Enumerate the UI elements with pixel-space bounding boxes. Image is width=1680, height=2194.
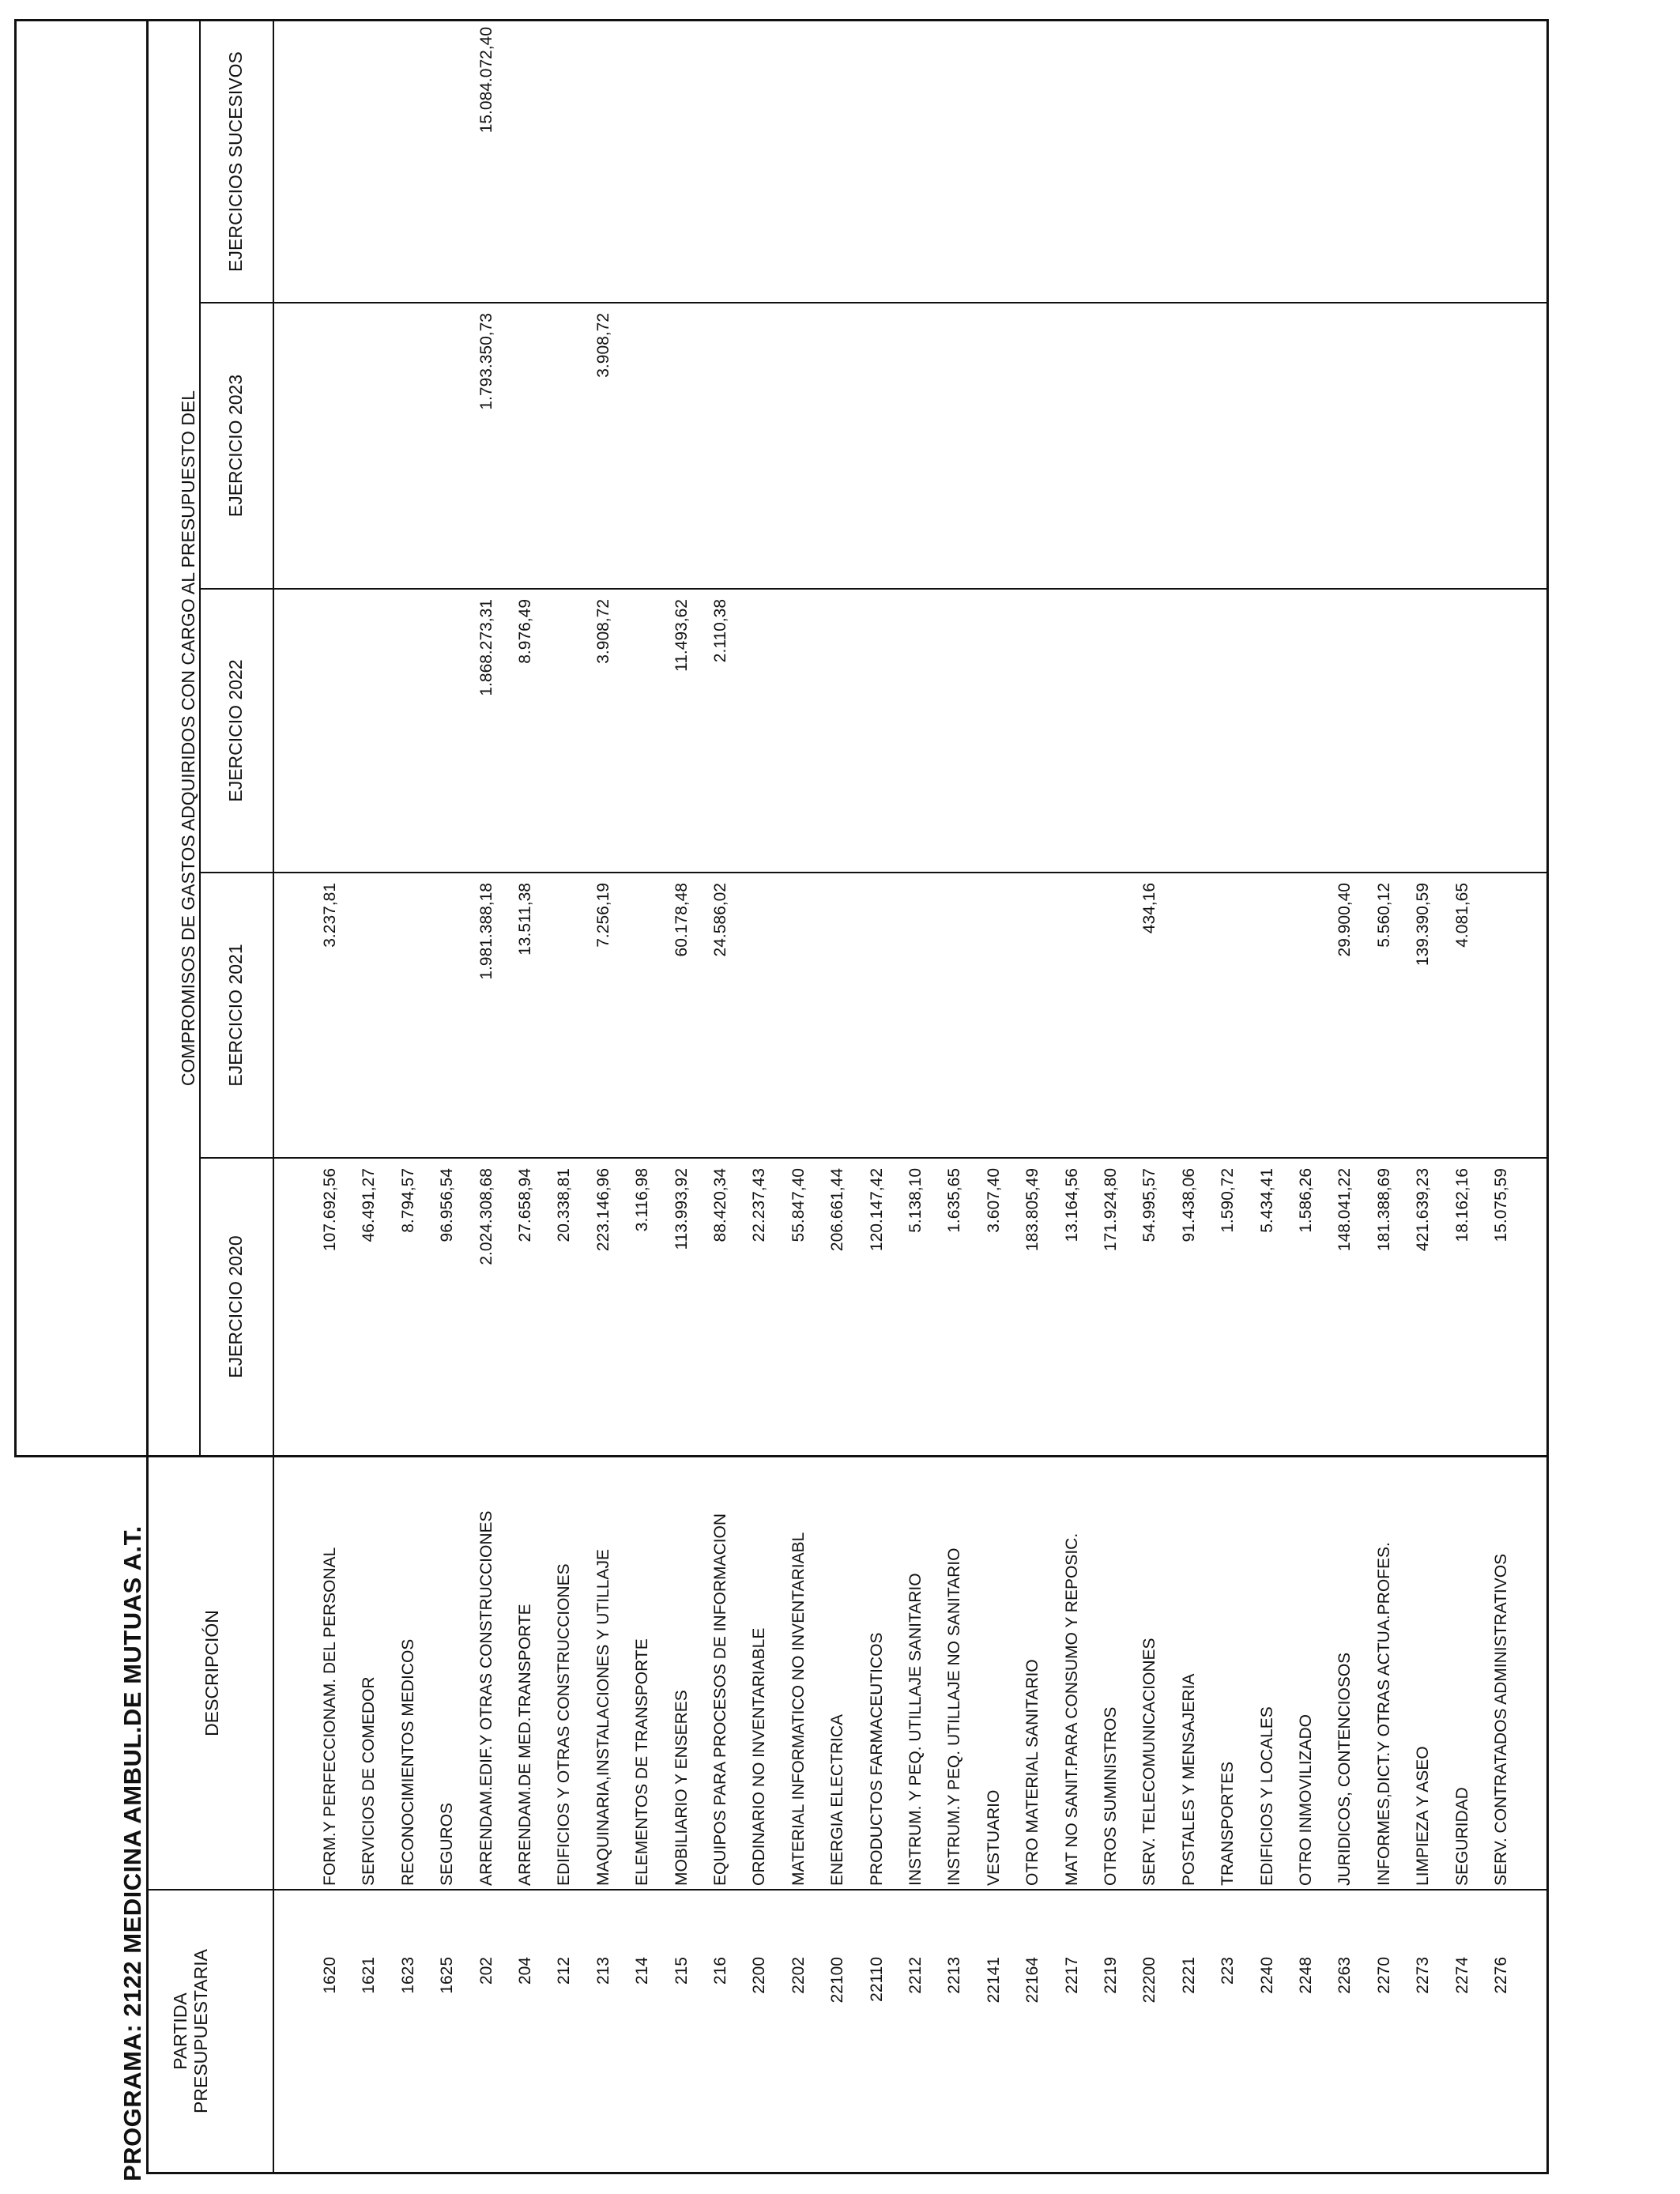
partida-code: 2270 (1375, 1957, 1393, 1994)
description: MATERIAL INFORMATICO NO INVENTARIABL (789, 1532, 808, 1886)
col-sep-partida (146, 1889, 1548, 1891)
col-sep-2022 (199, 588, 1548, 590)
value-2021: 434,16 (1140, 883, 1158, 934)
partida-code: 2200 (750, 1957, 768, 1994)
value-sucesivos: 15.084.072,40 (477, 27, 495, 134)
description: TRANSPORTES (1219, 1761, 1237, 1886)
partida-code: 2248 (1297, 1957, 1315, 1994)
value-2020: 27.658,94 (516, 1168, 534, 1242)
description: FORM.Y PERFECCIONAM. DEL PERSONAL (321, 1547, 339, 1886)
header-ejercicio-2022: EJERCICIO 2022 (225, 659, 246, 802)
value-2021: 13.511,38 (516, 883, 534, 956)
partida-code: 223 (1219, 1957, 1237, 1985)
description: ELEMENTOS DE TRANSPORTE (633, 1638, 651, 1886)
group-header-line (199, 19, 201, 1457)
description: INFORMES,DICT.Y OTRAS ACTUA.PROFES. (1375, 1542, 1393, 1886)
value-2020: 2.024.308,68 (477, 1168, 495, 1265)
value-2021: 3.237,81 (321, 883, 339, 948)
table-border-left (146, 2172, 1549, 2174)
partida-code: 1625 (438, 1957, 456, 1994)
header-ejercicios-sucesivos: EJERCICIOS SUCESIVOS (225, 51, 246, 272)
value-2023: 3.908,72 (594, 313, 612, 378)
value-2020: 148.041,22 (1335, 1168, 1354, 1252)
partida-code: 212 (555, 1957, 573, 1985)
value-2022: 1.868.273,31 (477, 599, 495, 696)
col-sep-descripcion (146, 1455, 1548, 1457)
description: SEGURIDAD (1453, 1787, 1471, 1886)
value-2020: 206.661,44 (828, 1168, 846, 1252)
partida-code: 22141 (985, 1957, 1003, 2004)
partida-code: 213 (594, 1957, 612, 1985)
partida-code: 2217 (1063, 1957, 1081, 1994)
value-2020: 22.237,43 (750, 1168, 768, 1242)
header-ejercicio-2020: EJERCICIO 2020 (225, 1235, 246, 1378)
description: EQUIPOS PARA PROCESOS DE INFORMACION (711, 1513, 729, 1886)
description: PRODUCTOS FARMACEUTICOS (868, 1632, 886, 1886)
partida-code: 2213 (945, 1957, 963, 1994)
description: ARRENDAM.EDIF.Y OTRAS CONSTRUCCIONES (477, 1510, 495, 1886)
value-2022: 8.976,49 (516, 599, 534, 664)
value-2020: 88.420,34 (711, 1168, 729, 1242)
description: ARRENDAM.DE MED.TRANSPORTE (516, 1604, 534, 1886)
description: SERV. TELECOMUNICACIONES (1140, 1638, 1158, 1886)
partida-code: 1621 (360, 1957, 378, 1994)
description: SEGUROS (438, 1802, 456, 1886)
partida-code: 214 (633, 1957, 651, 1985)
value-2020: 8.794,57 (399, 1168, 417, 1233)
description: INSTRUM.Y PEQ. UTILLAJE NO SANITARIO (945, 1547, 963, 1886)
value-2020: 3.116,98 (633, 1168, 651, 1232)
partida-code: 202 (477, 1957, 495, 1985)
value-2020: 18.162,16 (1453, 1168, 1471, 1242)
description: JURIDICOS, CONTENCIOSOS (1335, 1652, 1354, 1886)
description: SERV. CONTRATADOS ADMINISTRATIVOS (1492, 1553, 1510, 1886)
value-2020: 96.956,54 (438, 1168, 456, 1242)
partida-code: 1620 (321, 1957, 339, 1994)
col-sep-2020 (199, 1157, 1548, 1159)
header-ejercicio-2023: EJERCICIO 2023 (225, 374, 246, 518)
partida-code: 2276 (1492, 1957, 1510, 1994)
group-border-left (14, 1455, 149, 1457)
value-2020: 15.075,59 (1492, 1168, 1510, 1242)
value-2022: 2.110,38 (711, 599, 729, 663)
value-2020: 20.338,81 (555, 1168, 573, 1242)
partida-code: 2202 (789, 1957, 808, 1994)
value-2021: 5.560,12 (1375, 883, 1393, 948)
header-descripcion: DESCRIPCIÓN (202, 1610, 222, 1736)
description: RECONOCIMIENTOS MEDICOS (399, 1638, 417, 1886)
partida-code: 1623 (399, 1957, 417, 1994)
value-2020: 13.164,56 (1063, 1168, 1081, 1242)
value-2020: 120.147,42 (868, 1168, 886, 1252)
header-partida (170, 1892, 211, 2170)
description: POSTALES Y MENSAJERIA (1180, 1673, 1198, 1886)
value-2020: 3.607,40 (985, 1168, 1003, 1233)
value-2021: 139.390,59 (1414, 883, 1432, 967)
partida-code: 22164 (1023, 1957, 1042, 2004)
partida-code: 2221 (1180, 1957, 1198, 1994)
group-border-top (14, 19, 17, 1457)
description: MAQUINARIA,INSTALACIONES Y UTILLAJE (594, 1549, 612, 1886)
value-2021: 1.981.388,18 (477, 883, 495, 980)
value-2020: 1.635,65 (945, 1168, 963, 1233)
partida-code: 2263 (1335, 1957, 1354, 1994)
partida-code: 22200 (1140, 1957, 1158, 2004)
description: LIMPIEZA Y ASEO (1414, 1746, 1432, 1886)
value-2020: 91.438,06 (1180, 1168, 1198, 1242)
partida-code: 215 (672, 1957, 691, 1985)
program-title: PROGRAMA: 2122 MEDICINA AMBUL.DE MUTUAS A.T. (119, 1525, 146, 2181)
description: OTROS SUMINISTROS (1102, 1706, 1120, 1886)
value-2020: 55.847,40 (789, 1168, 808, 1242)
value-2020: 5.138,10 (906, 1168, 925, 1233)
col-sep-2023 (199, 302, 1548, 303)
table-border-top (146, 19, 149, 2174)
value-2021: 60.178,48 (672, 883, 691, 957)
header-bottom-line (273, 19, 274, 2174)
description: ORDINARIO NO INVENTARIABLE (750, 1627, 768, 1886)
description: MOBILIARIO Y ENSERES (672, 1690, 691, 1886)
description: INSTRUM. Y PEQ. UTILLAJE SANITARIO (906, 1573, 925, 1886)
partida-code: 2273 (1414, 1957, 1432, 1994)
value-2020: 46.491,27 (360, 1168, 378, 1242)
description: EDIFICIOS Y OTRAS CONSTRUCCIONES (555, 1563, 573, 1886)
description: ENERGIA ELECTRICA (828, 1713, 846, 1886)
value-2020: 181.388,69 (1375, 1168, 1393, 1252)
description: OTRO MATERIAL SANITARIO (1023, 1659, 1042, 1886)
value-2020: 171.924,80 (1102, 1168, 1120, 1252)
value-2020: 1.586,26 (1297, 1168, 1315, 1233)
partida-code: 22100 (828, 1957, 846, 2004)
description: MAT NO SANIT.PARA CONSUMO Y REPOSIC. (1063, 1532, 1081, 1886)
partida-code: 216 (711, 1957, 729, 1985)
value-2022: 3.908,72 (594, 599, 612, 664)
header-ejercicio-2021: EJERCICIO 2021 (225, 944, 246, 1087)
value-2021: 4.081,65 (1453, 883, 1471, 948)
description: VESTUARIO (985, 1789, 1003, 1886)
value-2021: 29.900,40 (1335, 883, 1354, 957)
value-2021: 7.256,19 (594, 883, 612, 948)
value-2020: 421.639,23 (1414, 1168, 1432, 1252)
value-2023: 1.793.350,73 (477, 313, 495, 410)
partida-code: 204 (516, 1957, 534, 1985)
partida-code: 2274 (1453, 1957, 1471, 1994)
value-2021: 24.586,02 (711, 883, 729, 957)
value-2020: 1.590,72 (1219, 1168, 1237, 1233)
value-2020: 5.434,41 (1258, 1168, 1276, 1233)
partida-code: 22110 (868, 1957, 886, 2002)
value-2020: 54.995,57 (1140, 1168, 1158, 1242)
partida-code: 2240 (1258, 1957, 1276, 1994)
partida-code: 2212 (906, 1957, 925, 1994)
description: EDIFICIOS Y LOCALES (1258, 1706, 1276, 1886)
header-partida-line2: PRESUPUESTARIA (190, 1949, 211, 2113)
value-2022: 11.493,62 (672, 599, 691, 672)
col-sep-2021 (199, 872, 1548, 873)
header-partida-line1: PARTIDA (170, 1992, 190, 2070)
description: SERVICIOS DE COMEDOR (360, 1676, 378, 1886)
value-2020: 113.993,92 (672, 1168, 691, 1250)
value-2020: 223.146,96 (594, 1168, 612, 1252)
value-2020: 183.805,49 (1023, 1168, 1042, 1252)
value-2020: 107.692,56 (321, 1168, 339, 1252)
description: OTRO INMOVILIZADO (1297, 1713, 1315, 1886)
header-group: COMPROMISOS DE GASTOS ADQUIRIDOS CON CARGO AL PRESUPUESTO DEL (178, 390, 198, 1087)
partida-code: 2219 (1102, 1957, 1120, 1994)
table-border-bottom (1546, 19, 1549, 2174)
